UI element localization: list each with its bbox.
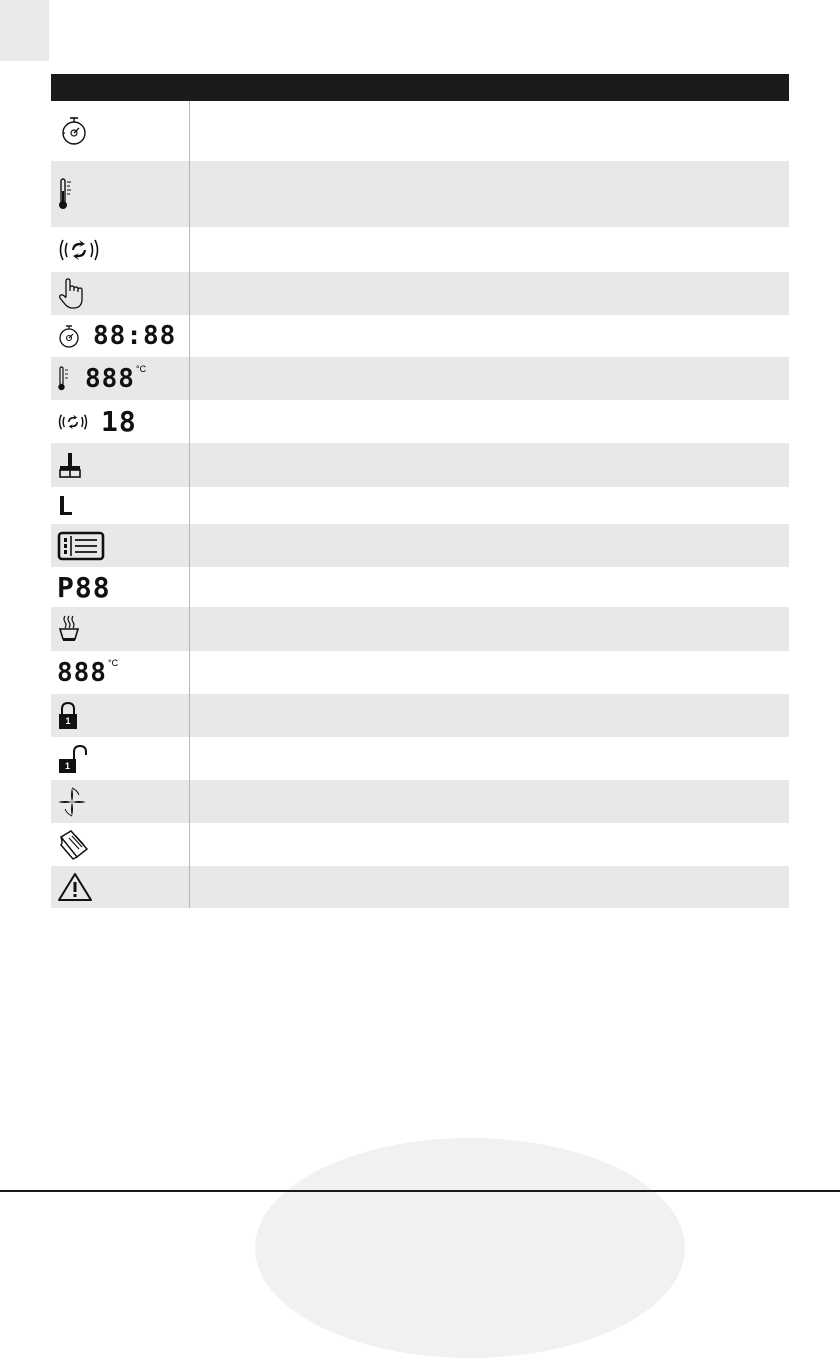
description-cell [190, 161, 789, 227]
touch-hand-icon [57, 277, 87, 311]
unlock-badge: 1 [64, 760, 70, 771]
temperature-readout-digits: 888 [57, 657, 107, 688]
symbol-cell [51, 315, 190, 357]
fan-icon [57, 787, 87, 817]
table-row [51, 357, 789, 400]
temperature-readout-icon [57, 658, 118, 688]
description-cell [190, 651, 789, 694]
unlock-icon [57, 744, 91, 774]
lock-badge: 1 [65, 715, 71, 726]
description-cell [190, 524, 789, 567]
speed-display-digits: 18 [101, 405, 137, 438]
symbol-cell [51, 780, 190, 823]
symbol-cell [51, 694, 190, 737]
steam-bowl-icon [57, 614, 81, 644]
symbol-cell [51, 357, 190, 400]
description-cell [190, 487, 789, 524]
symbol-cell [51, 227, 190, 272]
symbol-cell [51, 161, 190, 227]
table-row [51, 737, 789, 780]
description-cell [190, 101, 789, 161]
description-cell [190, 607, 789, 651]
table-row [51, 866, 789, 908]
table-header [51, 74, 789, 101]
lock-icon [57, 701, 79, 731]
temperature-display-digits: 888 [85, 363, 135, 394]
temperature-display-icon [57, 364, 146, 394]
symbol-cell [51, 400, 190, 443]
description-cell [190, 443, 789, 487]
page-curve-decoration [255, 1138, 685, 1358]
description-cell [190, 315, 789, 357]
symbol-cell [51, 101, 190, 161]
timer-icon [57, 114, 91, 148]
description-cell [190, 567, 789, 607]
description-cell [190, 227, 789, 272]
timer-display-digits: 88:88 [93, 321, 177, 351]
symbol-cell [51, 651, 190, 694]
description-cell [190, 357, 789, 400]
table-row [51, 567, 789, 607]
table-row [51, 272, 789, 315]
symbol-cell [51, 823, 190, 866]
table-row [51, 524, 789, 567]
description-cell [190, 400, 789, 443]
table-row [51, 823, 789, 866]
description-cell [190, 737, 789, 780]
table-row [51, 227, 789, 272]
thermometer-icon [57, 177, 77, 211]
table-row [51, 161, 789, 227]
table-row [51, 443, 789, 487]
l-symbol-icon [57, 494, 75, 518]
table-row [51, 315, 789, 357]
symbol-cell [51, 737, 190, 780]
table-row [51, 607, 789, 651]
description-cell [190, 780, 789, 823]
description-cell [190, 823, 789, 866]
celsius-unit: °C [107, 657, 119, 668]
table-row [51, 101, 789, 161]
speed-display-icon [57, 405, 137, 438]
celsius-unit: °C [135, 363, 147, 374]
symbol-cell [51, 607, 190, 651]
symbol-cell [51, 567, 190, 607]
timer-display-icon [57, 321, 176, 351]
description-cell [190, 694, 789, 737]
symbol-cell [51, 524, 190, 567]
probe-icon [57, 451, 83, 479]
warning-icon [57, 872, 93, 902]
table-row [51, 780, 789, 823]
symbol-table [51, 74, 789, 908]
menu-panel-icon [57, 531, 105, 561]
rotation-speed-icon [57, 236, 101, 264]
symbol-cell [51, 443, 190, 487]
table-row [51, 400, 789, 443]
description-cell [190, 866, 789, 908]
table-row [51, 487, 789, 524]
table-row [51, 651, 789, 694]
symbol-cell [51, 272, 190, 315]
table-row [51, 694, 789, 737]
symbol-cell [51, 866, 190, 908]
page-corner-tab [0, 0, 49, 61]
symbol-cell [51, 487, 190, 524]
program-display-icon: P88 [57, 570, 111, 604]
recipe-book-icon [57, 829, 91, 861]
description-cell [190, 272, 789, 315]
